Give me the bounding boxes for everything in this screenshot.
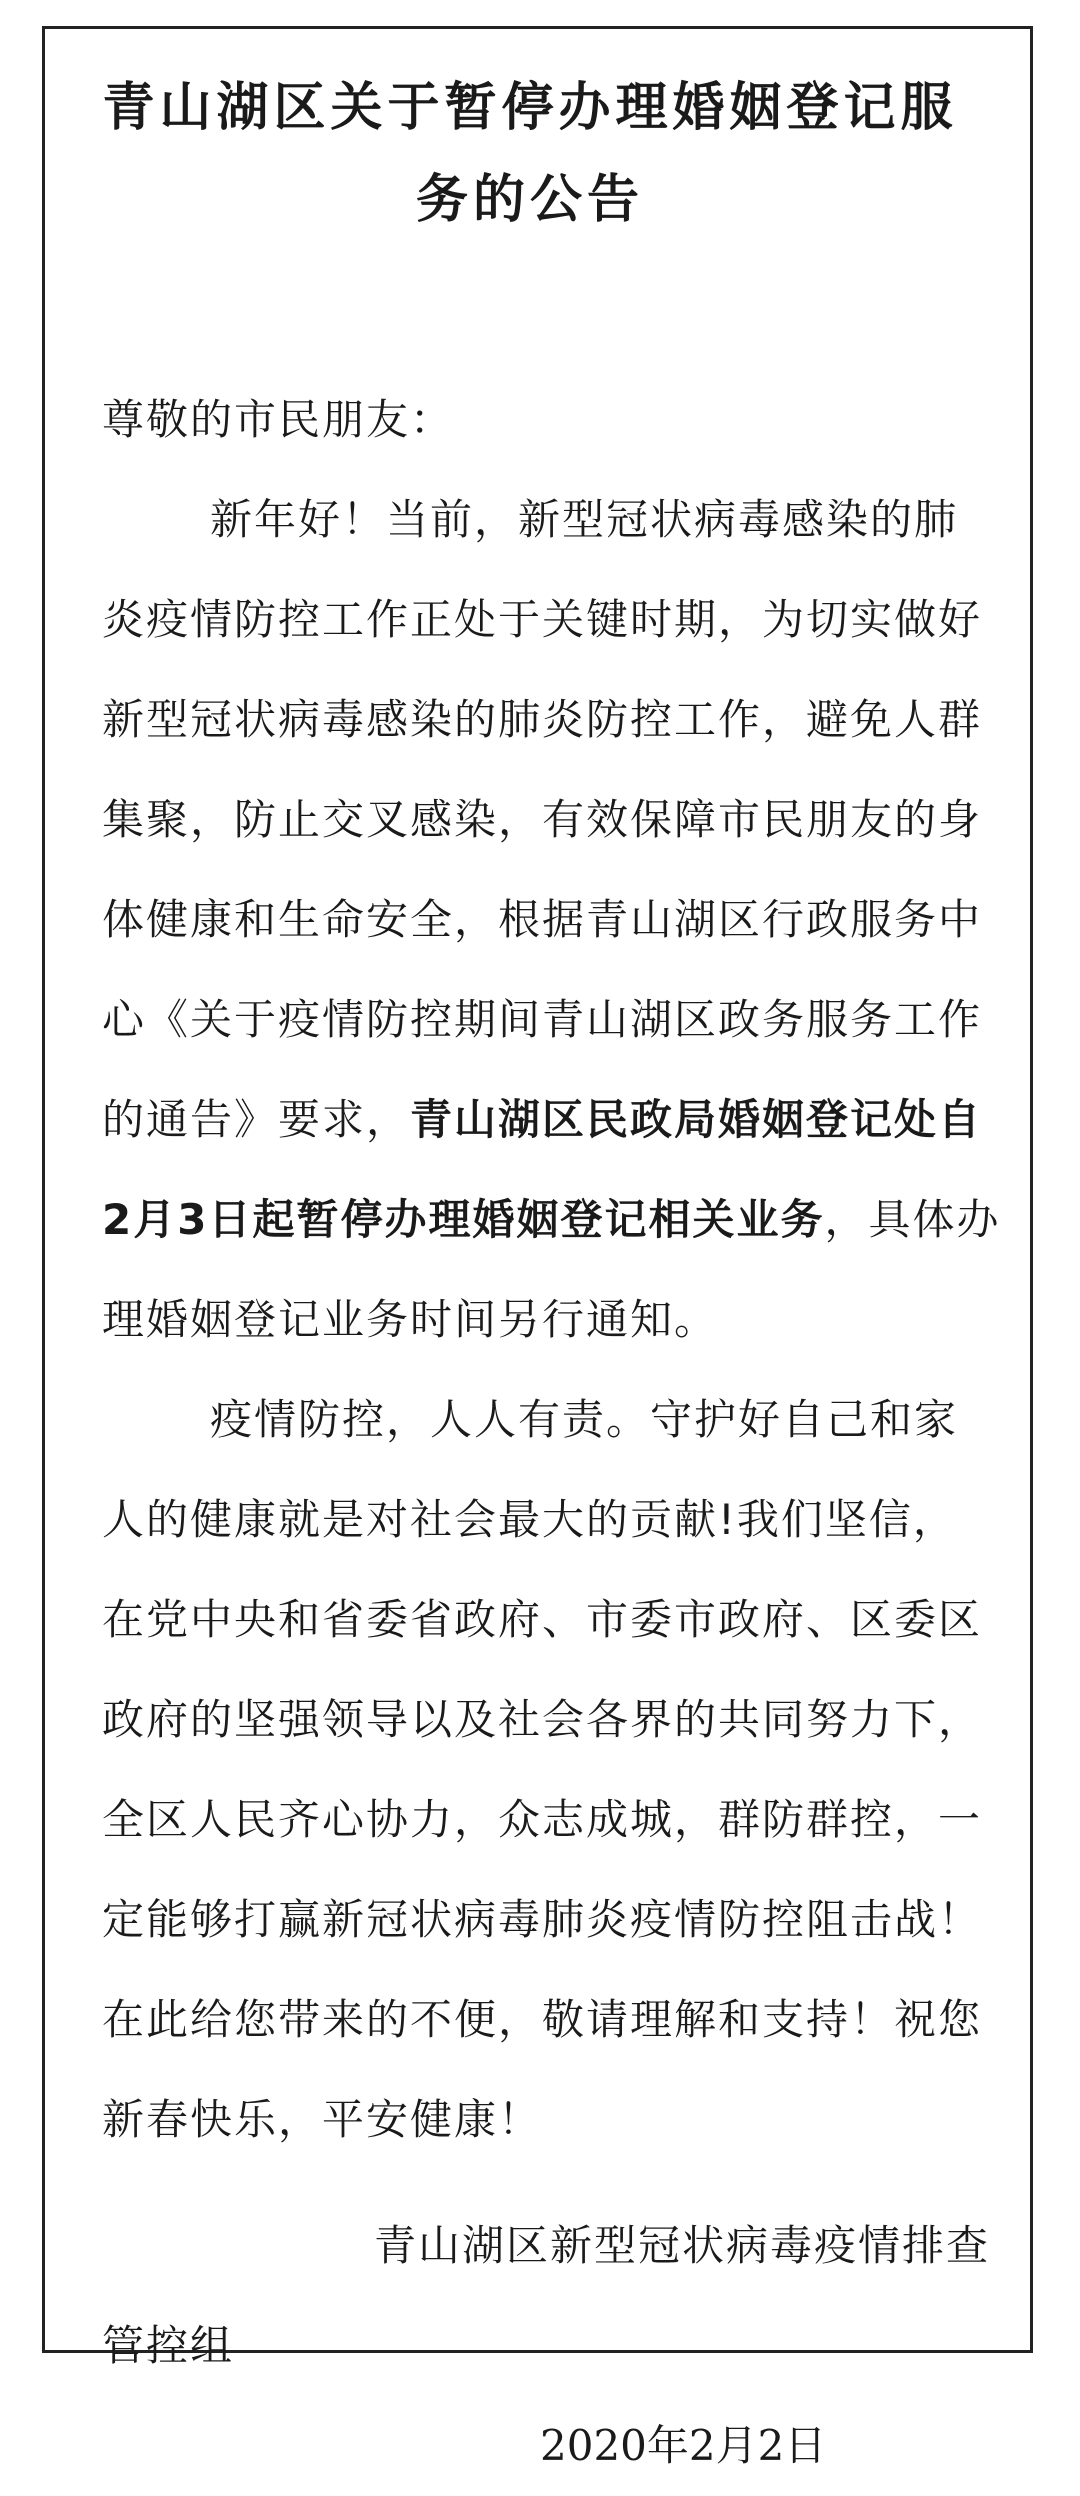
signature-organization: 青山湖区新型冠状病毒疫情排查 [373,2221,990,2270]
highlight-notice-text: 2月3日起暂停办理婚姻登记相关业务 [102,1195,825,1244]
signature-organization-cont: 管控组 [102,2321,235,2370]
paragraph-1-line: 新年好！当前，新型冠状病毒感染的肺 [210,495,959,544]
paragraph-1-line: 心《关于疫情防控期间青山湖区政务服务工作 [102,995,983,1044]
paragraph-2-line: 在党中央和省委省政府、市委市政府、区委区 [102,1595,983,1644]
paragraph-2-line: 疫情防控，人人有责。守护好自己和家 [210,1395,959,1444]
paragraph-2-line: 全区人民齐心协力，众志成城，群防群控，一 [102,1795,983,1844]
paragraph-1-line: 体健康和生命安全，根据青山湖区行政服务中 [102,895,983,944]
paragraph-2-line: 在此给您带来的不便，敬请理解和支持！祝您 [102,1995,983,2044]
signature-date: 2020年2月2日 [540,2421,827,2470]
title-line-1: 青山湖区关于暂停办理婚姻登记服 [102,78,958,138]
paragraph-2-line: 定能够打赢新冠状病毒肺炎疫情防控阻击战！ [102,1895,983,1944]
paragraph-1-line [102,1070,990,1170]
paragraph-1-text: ，具体办 [824,1195,1001,1244]
paragraph-2-line: 政府的坚强领导以及社会各界的共同努力下， [102,1695,983,1744]
title-line-2: 务的公告 [415,170,644,230]
paragraph-2-line: 新春快乐，平安健康！ [102,2095,543,2144]
notice-body [102,370,1001,2496]
notice-title [70,62,990,246]
salutation: 尊敬的市民朋友： [102,395,455,444]
highlight-notice-text: 青山湖区民政局婚姻登记处自 [410,1095,983,1144]
paragraph-1-line: 新型冠状病毒感染的肺炎防控工作，避免人群 [102,695,983,744]
paragraph-1-text: 的通告》要求， [102,1095,411,1144]
paragraph-1-line: 理婚姻登记业务时间另行通知。 [102,1295,719,1344]
paragraph-1-line [102,1170,1001,1270]
paragraph-1-line: 炎疫情防控工作正处于关键时期，为切实做好 [102,595,983,644]
paragraph-1-line: 集聚，防止交叉感染，有效保障市民朋友的身 [102,795,983,844]
paragraph-2-line: 人的健康就是对社会最大的贡献!我们坚信， [102,1495,957,1544]
